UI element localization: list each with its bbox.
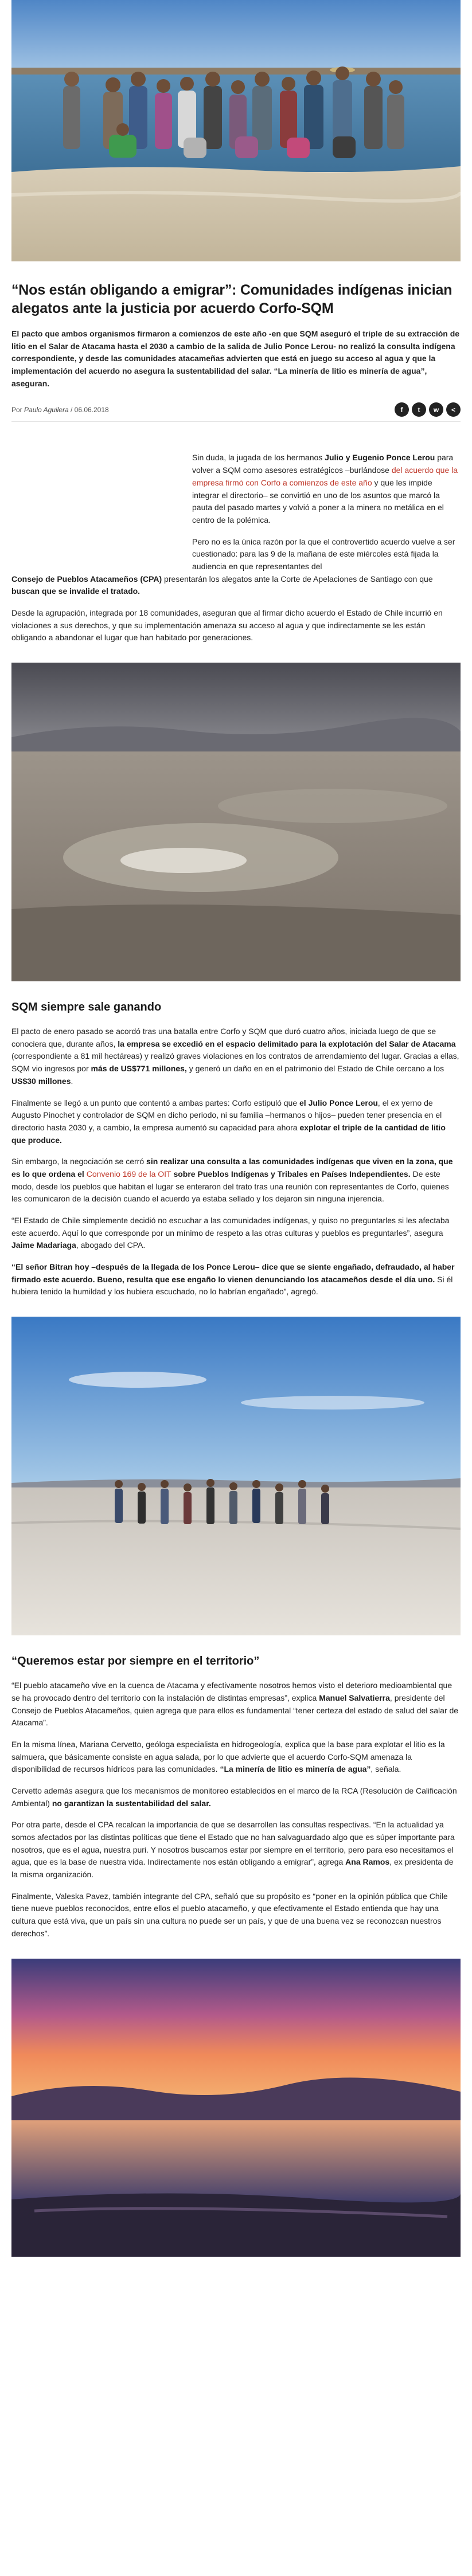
paragraph-1 bbox=[192, 452, 461, 526]
text-span: Por otra parte, desde el CPA recalcan la importancia de que se desarrollen las consultas respectivas. “En la actualidad ya somos afectados por las distintas políticas que tiene el Estado que no han salvaguardado algo que es súper importante para nosotros, que es el agua, nuestra puri. Y nosotros buscamos estar por siempre en el territorio, pero para eso necesitamos el agua, que es la base de nuestra vida. Indirectamente nos están obligando a emigrar”, agrega bbox=[11, 1820, 455, 1867]
article-lead: El pacto que ambos organismos firmaron a comienzos de este año -en que SQM aseguró el triple de su extracción de litio en el Salar de Atacama hasta el 2030 a cambio de la salida de Julio Ponce Lerou- no realizó la consulta indígena correspondiente, y desde las comunidades atacameñas advierten que está en juego su acceso al agua y que la implementación del acuerdo no asegura la sustentabilidad del salar. “La minería de litio es minería de agua”, aseguran. bbox=[11, 329, 460, 388]
paragraph-2b bbox=[11, 573, 461, 598]
people-salar-photo bbox=[11, 1317, 461, 1635]
bold-span: sobre Pueblos Indígenas y Tribales en Países Independientes. bbox=[171, 1169, 411, 1179]
paragraph-6 bbox=[11, 1156, 461, 1205]
bold-span: explotar el triple de la cantidad de litio que produce. bbox=[11, 1122, 446, 1145]
text-span: Sin embargo, la negociación se cerró bbox=[11, 1157, 147, 1166]
oit-convention-link[interactable]: Convenio 169 de la OIT bbox=[86, 1169, 171, 1179]
bold-span: Ana Ramos bbox=[345, 1857, 390, 1867]
paragraph-4 bbox=[11, 1025, 461, 1087]
text-span: Sin duda, la jugada de los hermanos bbox=[192, 453, 325, 463]
share-buttons bbox=[395, 402, 461, 417]
text-span: Cervetto además asegura que los mecanismos de monitoreo establecidos en el marco de la RCA (Resolución de Calificación Ambiental) bbox=[11, 1786, 457, 1808]
bold-span: “La minería de litio es minería de agua” bbox=[220, 1764, 371, 1774]
section-heading-sqm: SQM siempre sale ganando bbox=[11, 1001, 162, 1014]
bold-span: buscan que se invalide el tratado. bbox=[11, 586, 141, 596]
text-span: El pacto de enero pasado se acordó tras una batalla entre Corfo y SQM que duró cuatro años, iniciada luego de que se conociera que, durante años, bbox=[11, 1027, 436, 1048]
bold-span: la empresa se excedió en el espacio delimitado para la explotación del Salar de Atacama bbox=[118, 1039, 456, 1048]
bold-span: más de US$771 millones, bbox=[91, 1064, 187, 1074]
text-span: “El Estado de Chile simplemente decidió no escuchar a las comunidades indígenas, y quiso no preguntarles si les afectaba este acuerdo. Aquí lo que corresponde por un mínimo de respeto a las otras culturas y pueblos es preguntarles”, asegura bbox=[11, 1216, 450, 1238]
paragraph-8 bbox=[11, 1261, 461, 1298]
corfo-agreement-link[interactable]: del acuerdo que la empresa firmó con Corfo a comienzos de este año bbox=[192, 465, 458, 487]
bold-span: Jaime Madariaga bbox=[11, 1240, 76, 1250]
facebook-share-icon[interactable]: f bbox=[395, 402, 409, 417]
paragraph-2 bbox=[11, 536, 461, 573]
bold-span: “El señor Bitran hoy –después de la llegada de los Ponce Lerou– dice que se siente engañado, defraudado, al haber firmado este acuerdo. Bueno, resulta que ese engaño lo vienen denunciando los atacameños desde el día uno. bbox=[11, 1262, 455, 1284]
paragraph-3: Desde la agrupación, integrada por 18 comunidades, aseguran que al firmar dicho acuerdo el Estado de Chile incurrió en violaciones a sus derechos, y que su implementación amenaza su acceso al agua y que indirectamente se les están obligando a abandonar el lugar que han habitado por generaciones. bbox=[11, 608, 443, 643]
bold-span: el Julio Ponce Lerou bbox=[299, 1098, 378, 1107]
salar-aerial-photo bbox=[11, 663, 461, 981]
bottom-spacer bbox=[11, 2257, 461, 2277]
twitter-share-icon[interactable]: t bbox=[412, 402, 426, 417]
text-span: para volver a SQM como asesores estratégicos –burlándose bbox=[192, 453, 454, 475]
article-meta bbox=[11, 402, 461, 422]
text-span: (correspondiente a 81 mil hectáreas) y realizó graves violaciones en los contratos de arrendamiento del lugar. Gracias a ellas, SQM vio ingresos por bbox=[11, 1051, 459, 1074]
byline-prefix: Por bbox=[11, 405, 25, 414]
text-span: , abogado del CPA. bbox=[76, 1240, 146, 1250]
text-span: . bbox=[71, 1076, 73, 1086]
text-span: Si él hubiera tenido la humildad y los hubiera escuchado, no lo habrían engañado”, agregó. bbox=[11, 1274, 453, 1297]
text-span: , presidente del Consejo de Pueblos Atacameños, quien agrega que para ellos es fundamental “tener certeza del estado de salud del salar de Atacama”. bbox=[11, 1693, 459, 1728]
bold-span: Consejo de Pueblos Atacameños (CPA) bbox=[11, 574, 162, 584]
byline bbox=[11, 405, 109, 416]
text-span: , el ex yerno de Augusto Pinochet y controlador de SQM en dicho periodo, ni su familia –hermanos o hijos– pueden tener presencia en el directorio hasta 2030 y, a cambio, la empresa aumentó su capacidad para ahora bbox=[11, 1098, 442, 1132]
bold-span: Julio y Eugenio Ponce Lerou bbox=[325, 453, 435, 463]
text-span: presentarán los alegatos ante la Corte de Apelaciones de Santiago con que bbox=[162, 574, 433, 584]
salar-aerial-image bbox=[11, 663, 461, 981]
bold-span: Manuel Salvatierra bbox=[319, 1693, 390, 1702]
paragraph-7 bbox=[11, 1215, 461, 1252]
paragraph-10 bbox=[11, 1739, 461, 1776]
section-heading-territorio: “Queremos estar por siempre en el territorio” bbox=[11, 1655, 260, 1668]
text-span: Pero no es la única razón por la que el controvertido acuerdo vuelve a ser cuestionado: para las 9 de la mañana de este miércoles está fijada la audiencia en que representantes del bbox=[192, 537, 455, 571]
sunset-lagoon-image bbox=[11, 1959, 461, 2257]
hero-photo-image bbox=[11, 0, 461, 261]
hero-photo bbox=[11, 0, 461, 261]
share-icon[interactable]: < bbox=[446, 402, 461, 417]
text-span: De este modo, desde los pueblos que habitan el lugar se enteraron del trato tras una reunión con representantes de Corfo, quienes les comunicaron de la decisión cuando el acuerdo ya estaba sellado y los dejaron sin ninguna injerencia. bbox=[11, 1169, 449, 1204]
paragraph-12 bbox=[11, 1819, 461, 1881]
author-link[interactable]: Paulo Aguilera bbox=[24, 405, 69, 414]
text-span: Finalmente se llegó a un punto que contentó a ambas partes: Corfo estipuló que bbox=[11, 1098, 299, 1107]
text-span: y generó un daño en en el patrimonio del Estado de Chile cercano a los bbox=[186, 1064, 444, 1074]
sunset-lagoon-photo bbox=[11, 1959, 461, 2257]
bold-span: no garantizan la sustentabilidad del salar. bbox=[52, 1798, 211, 1808]
paragraph-13: Finalmente, Valeska Pavez, también integrante del CPA, señaló que su propósito es “poner en la opinión pública que Chile tiene nueve pueblos reconocidos, entre ellos el pueblo atacameño, y que efectivamente el Estado entienda que hay una cultura que está viva, que un país sin una cultura no puede ser un país, y que de una buena vez se reconozcan nuestros derechos”. bbox=[11, 1891, 448, 1938]
article-title: “Nos están obligando a emigrar”: Comunidades indígenas inician alegatos ante la justicia por acuerdo Corfo-SQM bbox=[11, 282, 453, 316]
text-span: y que les impide integrar el directorio– se convirtió en uno de los asuntos que marcó la pauta del pasado martes y volvió a poner a la minera no metálica en el centro de la polémica. bbox=[192, 477, 444, 524]
paragraph-5 bbox=[11, 1097, 461, 1147]
bold-span: sin realizar una consulta a las comunidades indígenas que viven en la zona, que es lo que ordena el bbox=[11, 1157, 453, 1179]
text-span: “El pueblo atacameño vive en la cuenca de Atacama y efectivamente nosotros hemos visto el deterioro medioambiental que se ha provocado dentro del territorio con la instalación de distintas empresas”, explica bbox=[11, 1681, 453, 1702]
bold-span: US$30 millones bbox=[11, 1076, 71, 1086]
byline-separator: / bbox=[68, 405, 75, 414]
publish-date: 06.06.2018 bbox=[74, 405, 109, 414]
indented-intro bbox=[11, 452, 461, 526]
text-span: , señala. bbox=[370, 1764, 401, 1774]
paragraph-11 bbox=[11, 1785, 461, 1810]
whatsapp-share-icon[interactable]: w bbox=[429, 402, 443, 417]
people-salar-image bbox=[11, 1317, 461, 1635]
paragraph-9 bbox=[11, 1680, 461, 1729]
text-span: , ex presidenta de la misma organización. bbox=[11, 1857, 454, 1880]
text-span: En la misma línea, Mariana Cervetto, geóloga especialista en hidrogeología, explica que la base para explotar el litio es la salmuera, que básicamente consiste en agua salada, por lo que advierte que el acuerdo Corfo-SQM amenaza la disponibilidad de recursos hídricos para las comunidades. bbox=[11, 1739, 445, 1774]
